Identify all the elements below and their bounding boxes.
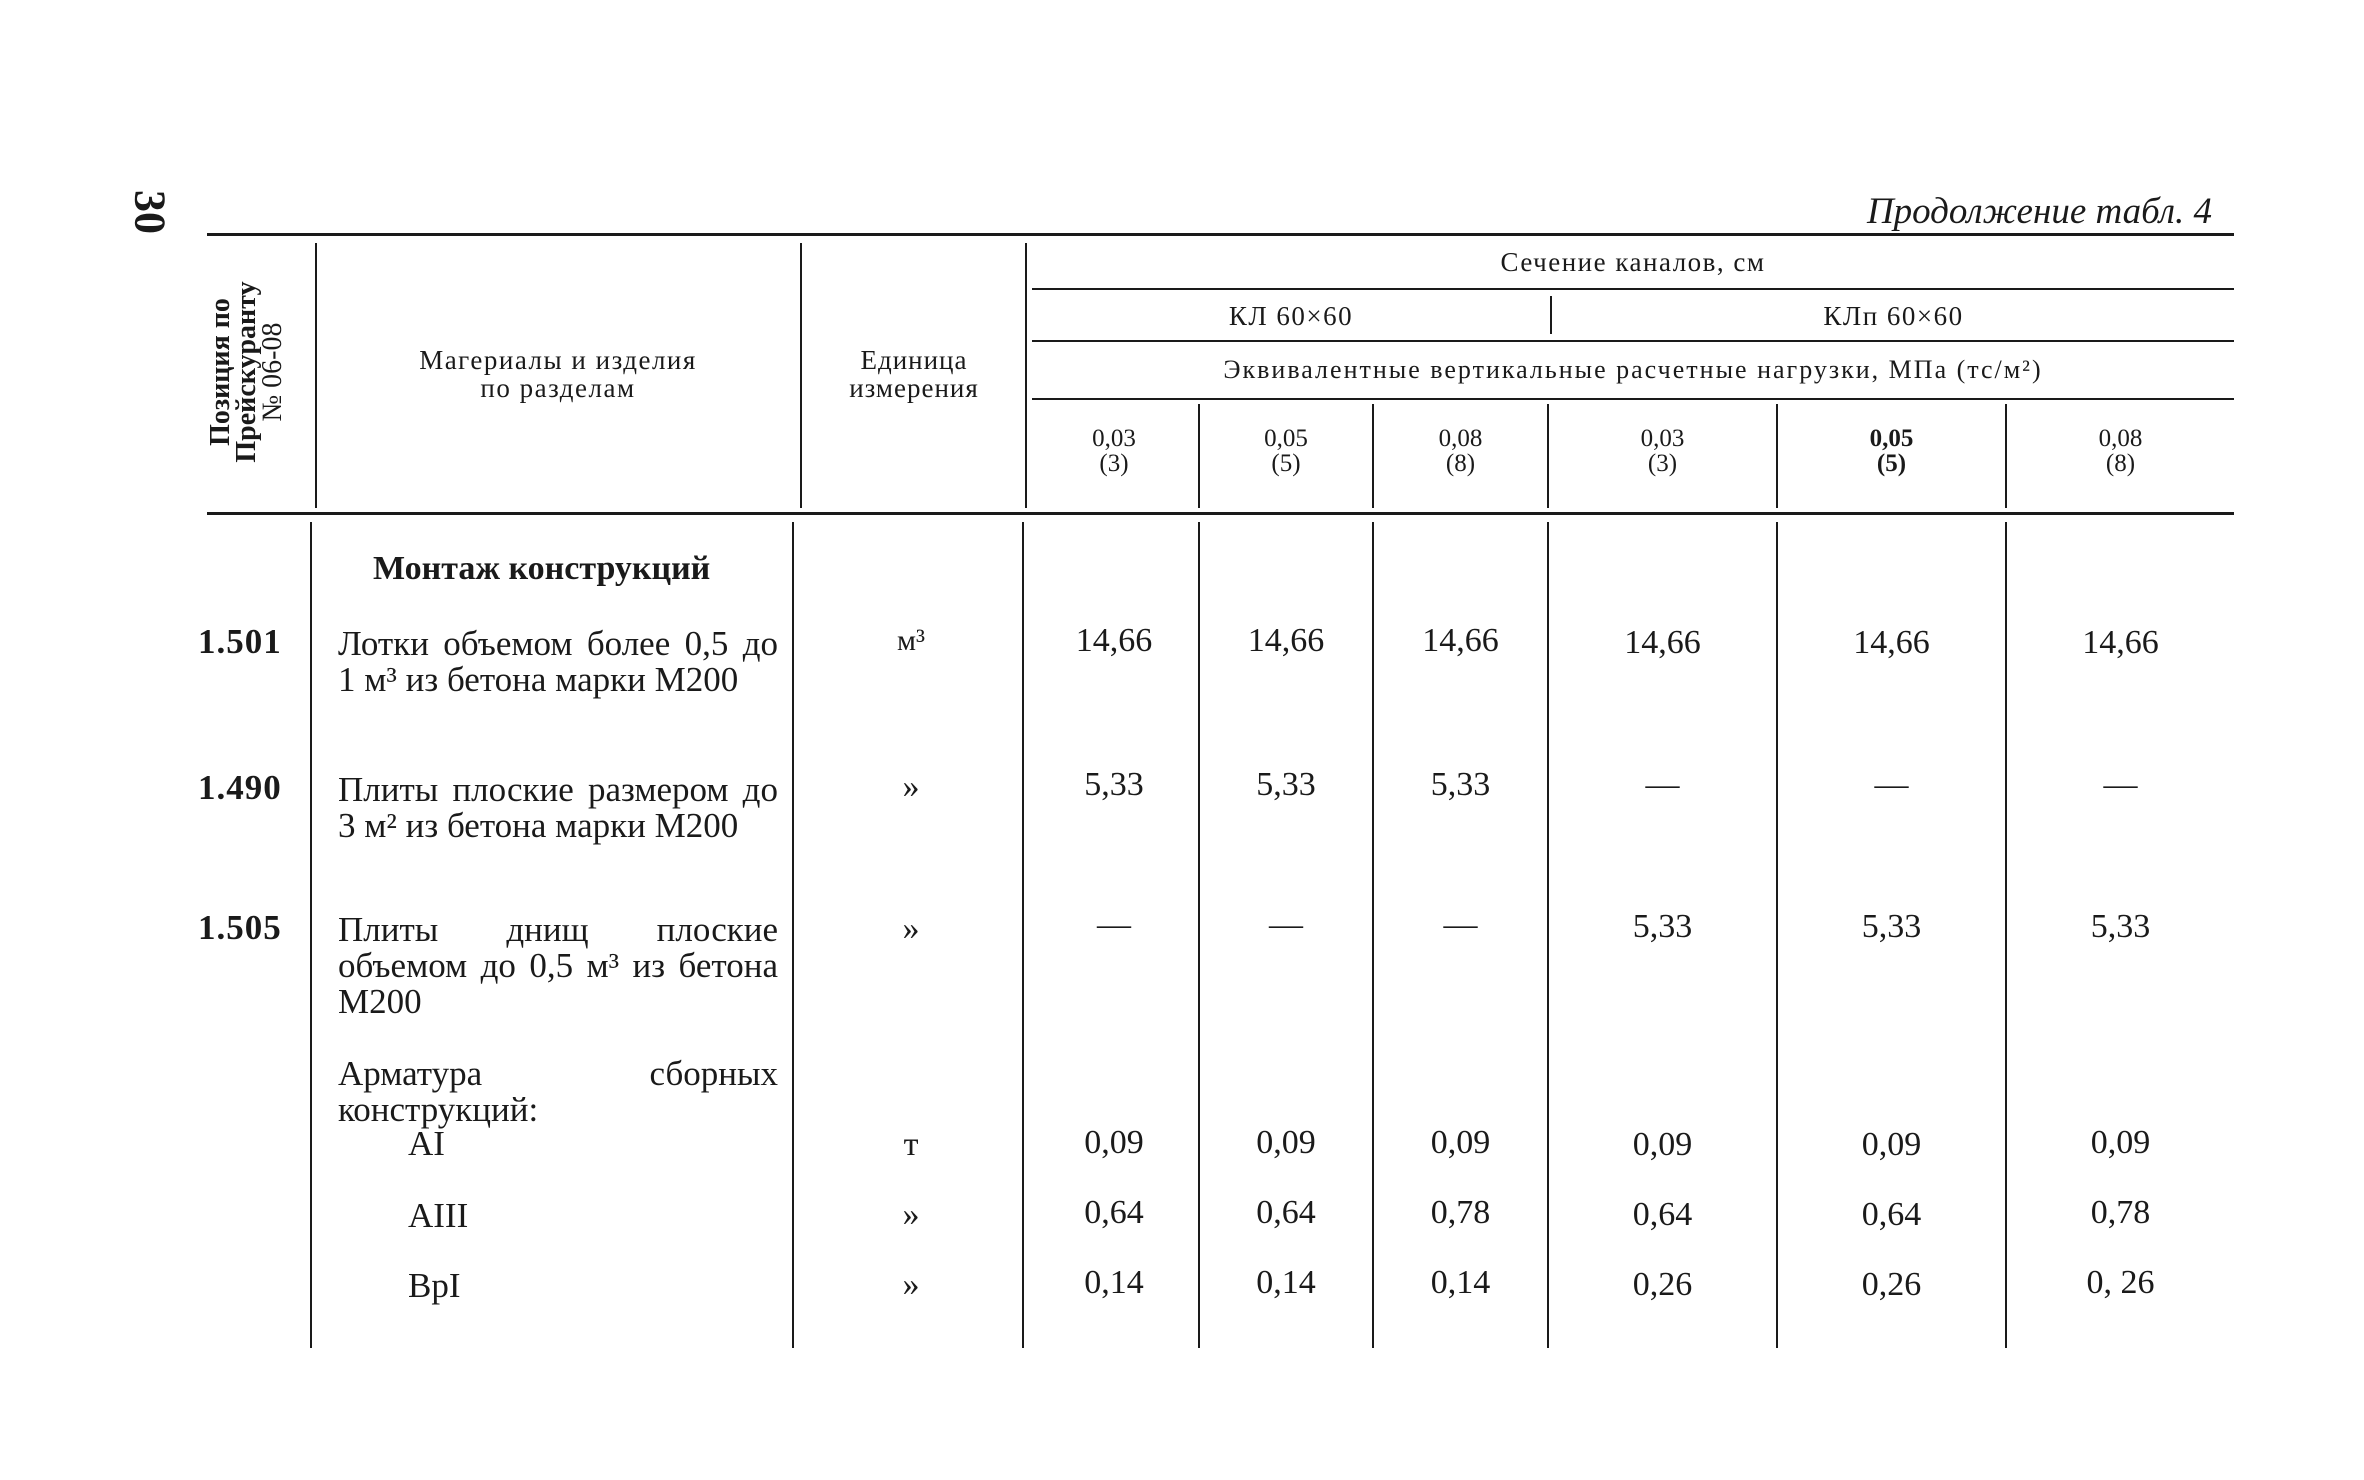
empty-dash: — — [2103, 766, 2138, 803]
position-number: 1.501 — [198, 622, 282, 661]
material-description: Лотки объемом более 0,5 до 1 м³ из бетона марки М200 — [338, 624, 778, 699]
header-group-klp: КЛп 60×60 — [1823, 301, 1964, 331]
value-cell: 0,78 — [1430, 1194, 1491, 1231]
subheader-value-tc: (3) — [1647, 450, 1678, 477]
body-divider — [1022, 522, 1024, 1348]
value-cell: 0,64 — [1084, 1194, 1144, 1231]
header-position — [205, 222, 288, 522]
table-continuation-caption: Продолжение табл. 4 — [1866, 191, 2212, 232]
unit-cell: м³ — [897, 624, 925, 657]
subheader-load — [1549, 426, 1776, 476]
unit-cell: т — [903, 1126, 919, 1163]
body-divider — [792, 522, 794, 1348]
value-cell: 0,09 — [1430, 1124, 1491, 1161]
loads-header-rule — [1032, 398, 2234, 400]
empty-dash: — — [1443, 906, 1478, 943]
value-cell: 0,09 — [2090, 1124, 2151, 1161]
value-cell: 14,66 — [2082, 624, 2159, 661]
empty-dash: — — [1097, 906, 1131, 943]
header-materials — [322, 346, 794, 402]
unit-cell: » — [902, 910, 920, 947]
header-unit-line: измерения — [849, 373, 979, 403]
header-divider — [800, 243, 802, 508]
armature-grade: AIII — [408, 1196, 469, 1235]
armature-grade: AI — [408, 1124, 445, 1163]
value-cell: 5,33 — [1861, 908, 1922, 945]
empty-dash: — — [1874, 766, 1909, 803]
value-cell: 0,09 — [1256, 1124, 1316, 1161]
armature-title: Арматура сборных конструкций: — [338, 1054, 778, 1129]
empty-dash: — — [1269, 906, 1303, 943]
header-bottom-rule — [207, 512, 2234, 515]
header-unit — [805, 346, 1023, 402]
section-title: Монтаж конструкций — [373, 550, 711, 587]
material-description: Плиты днищ плоские объемом до 0,5 м³ из бетона М200 — [338, 910, 778, 1021]
empty-dash: — — [1645, 766, 1680, 803]
value-cell: 14,66 — [1624, 624, 1701, 661]
subheader-value-tc: (3) — [1099, 450, 1129, 477]
value-cell: 14,66 — [1247, 622, 1325, 659]
subheader-value: 0,08 — [2098, 425, 2143, 452]
value-cell: 0,14 — [1256, 1264, 1316, 1301]
page-number: 30 — [125, 190, 175, 234]
group-header-rule — [1032, 340, 2234, 342]
value-cell: 5,33 — [1084, 766, 1144, 803]
header-materials-line: по разделам — [480, 373, 636, 403]
subheader-value: 0,03 — [1640, 425, 1685, 452]
subheader-load — [1200, 426, 1372, 476]
subheader-value-tc: (8) — [2105, 450, 2136, 477]
material-description: Плиты плоские размером до 3 м² из бетона марки М200 — [338, 770, 778, 845]
subheader-load — [2007, 426, 2234, 476]
group-divider — [1550, 296, 1552, 334]
armature-grade: BpI — [408, 1266, 461, 1305]
value-cell: 14,66 — [1075, 622, 1153, 659]
header-position-line: № 06-08 — [257, 322, 288, 422]
header-divider — [1025, 243, 1027, 508]
value-cell: 0,09 — [1084, 1124, 1144, 1161]
header-channel-section: Сечение каналов, см — [1500, 247, 1766, 277]
subheader-load — [1778, 426, 2005, 476]
value-cell: 0,14 — [1084, 1264, 1144, 1301]
value-cell: 0, 26 — [2086, 1264, 2155, 1301]
header-position-line: Позиция по — [205, 298, 236, 446]
value-cell: 0,14 — [1430, 1264, 1491, 1301]
header-materials-line: Магериалы и изделия — [419, 345, 697, 375]
unit-cell: » — [902, 768, 920, 805]
value-cell: 0,64 — [1632, 1196, 1693, 1233]
value-cell: 0,26 — [1861, 1266, 1922, 1303]
value-cell: 0,64 — [1256, 1194, 1316, 1231]
subheader-value: 0,05 — [1869, 425, 1914, 452]
header-divider — [315, 243, 317, 508]
position-number: 1.505 — [198, 908, 282, 947]
value-cell: 5,33 — [1430, 766, 1491, 803]
value-cell: 14,66 — [1853, 624, 1930, 661]
header-loads: Эквивалентные вертикальные расчетные нагрузки, МПа (тс/м²) — [1223, 355, 2043, 384]
header-group-kl: КЛ 60×60 — [1228, 301, 1354, 331]
section-header-rule — [1032, 288, 2234, 290]
subheader-value: 0,05 — [1264, 425, 1308, 452]
value-cell: 0,09 — [1632, 1126, 1693, 1163]
subheader-value-tc: (8) — [1445, 450, 1476, 477]
value-cell: 5,33 — [2090, 908, 2151, 945]
header-position-line: Прейскуранту — [231, 281, 262, 463]
value-cell: 5,33 — [1256, 766, 1316, 803]
body-divider — [310, 522, 312, 1348]
subheader-load — [1030, 426, 1198, 476]
header-unit-line: Единица — [860, 345, 968, 375]
value-cell: 0,26 — [1632, 1266, 1693, 1303]
value-cell: 0,09 — [1861, 1126, 1922, 1163]
subheader-value-tc: (5) — [1876, 450, 1907, 477]
subheader-value-tc: (5) — [1271, 450, 1301, 477]
table-top-rule — [207, 233, 2234, 236]
value-cell: 0,64 — [1861, 1196, 1922, 1233]
subheader-value: 0,03 — [1092, 425, 1136, 452]
value-cell: 0,78 — [2090, 1194, 2151, 1231]
subheader-load — [1374, 426, 1547, 476]
value-cell: 14,66 — [1422, 622, 1499, 659]
subheader-value: 0,08 — [1438, 425, 1483, 452]
position-number: 1.490 — [198, 768, 282, 807]
unit-cell: » — [902, 1196, 920, 1233]
unit-cell: » — [902, 1266, 920, 1303]
value-cell: 5,33 — [1632, 908, 1693, 945]
